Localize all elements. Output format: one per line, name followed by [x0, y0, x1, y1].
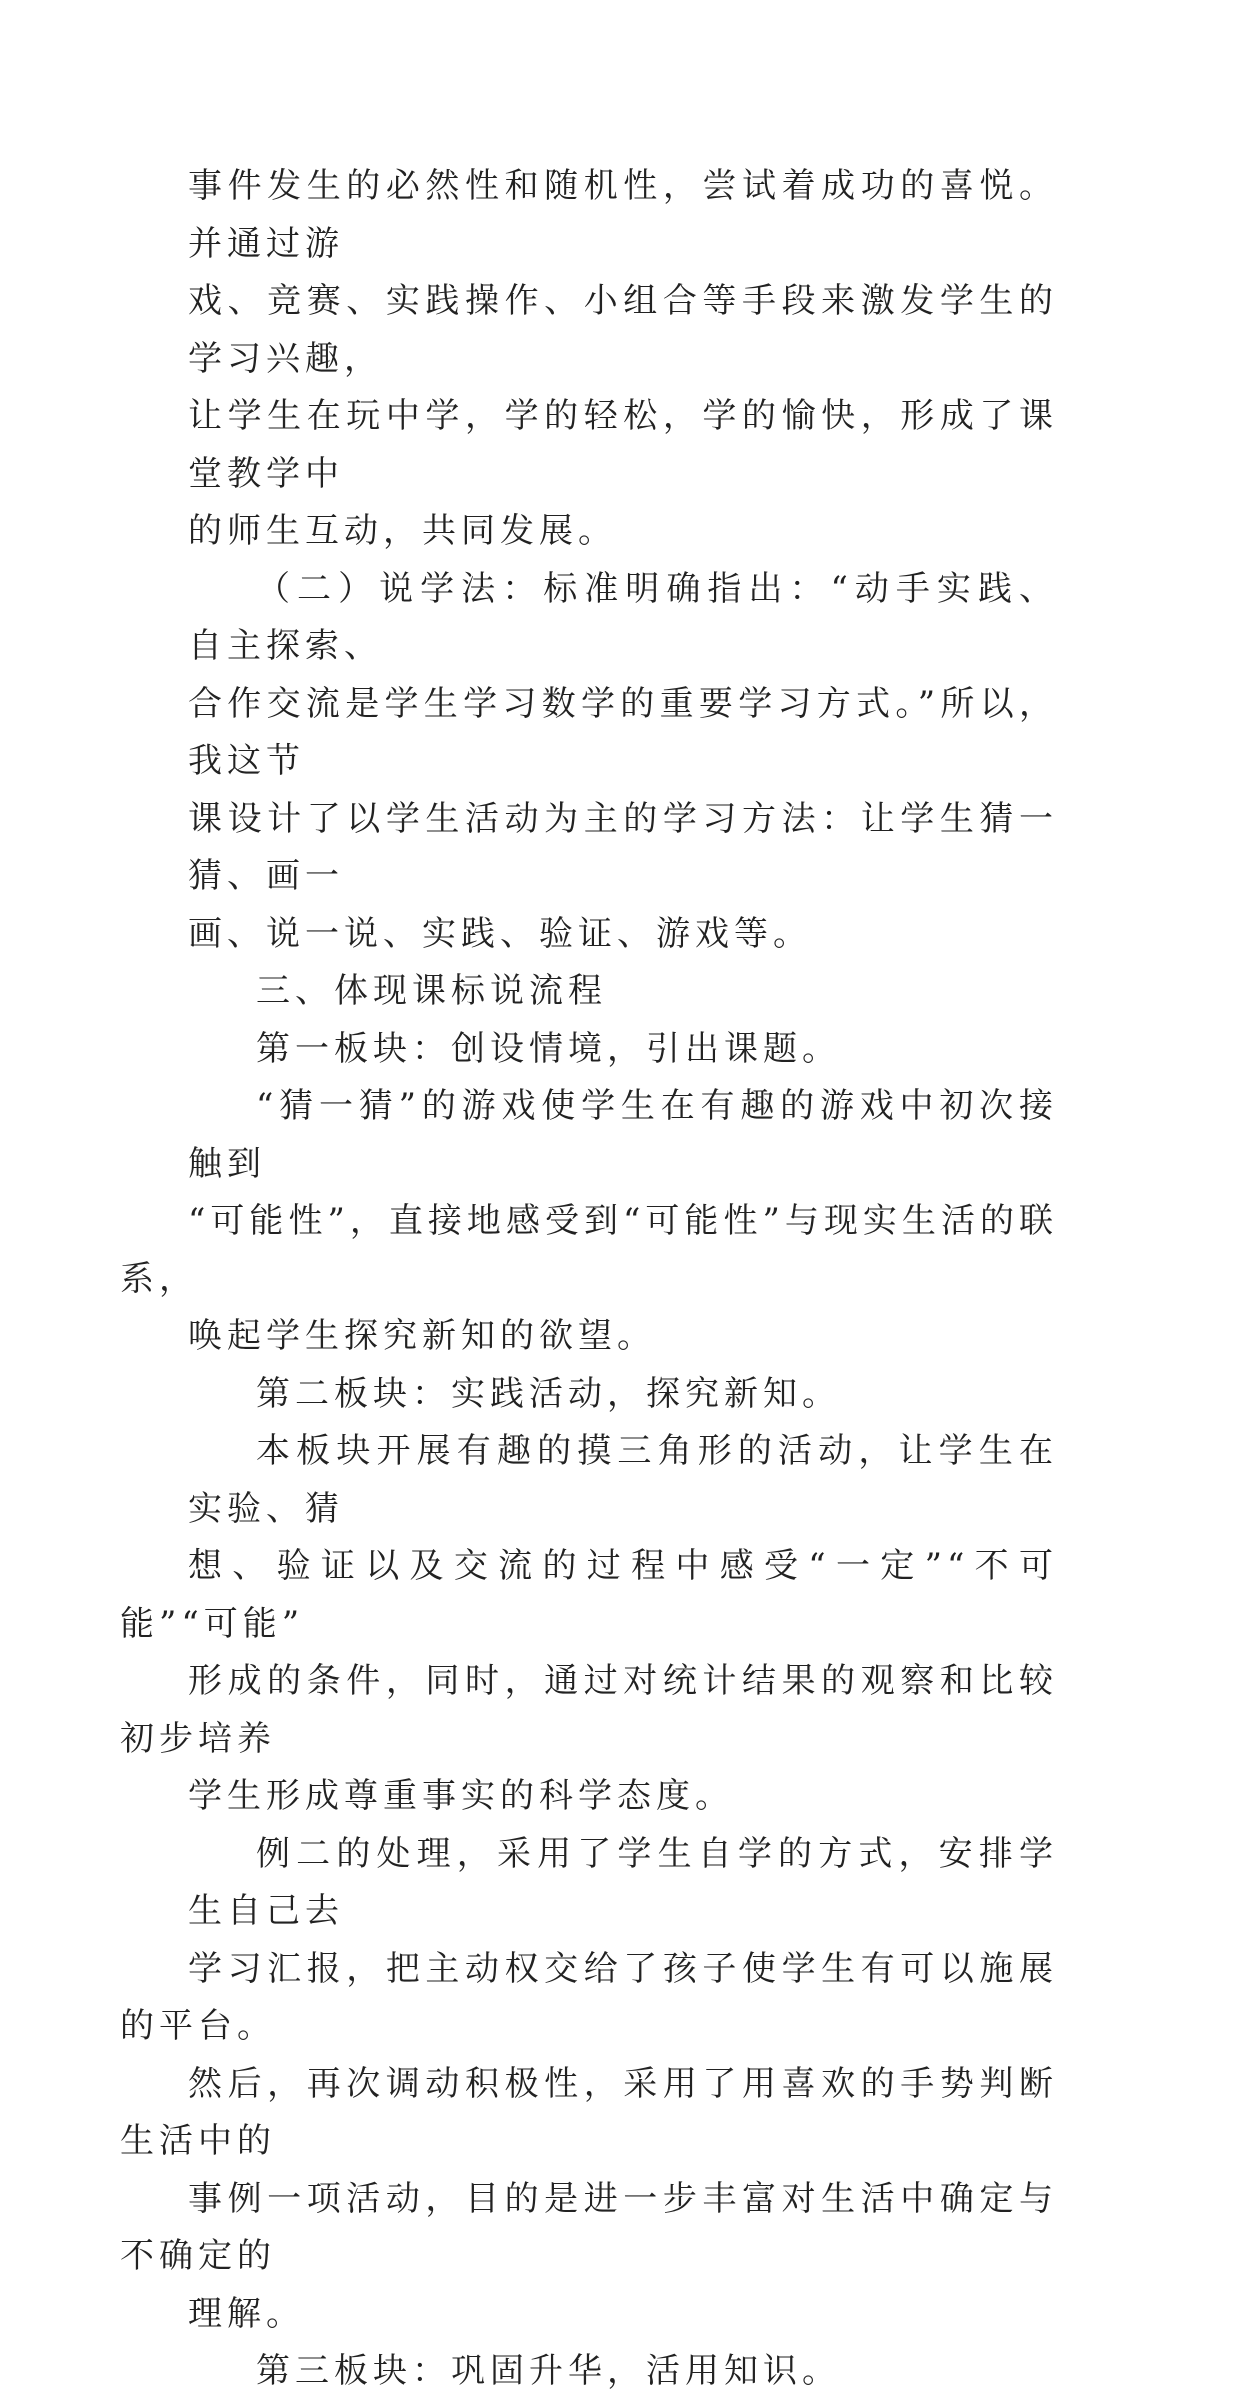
text-line: 形成的条件，同时，通过对统计结果的观察和比较初步培养	[120, 1661, 1058, 1759]
text-line: 合作交流是学生学习数学的重要学习方式。”所以，我这节	[188, 683, 1058, 781]
text-line: 第三板块：巩固升华，活用知识。	[256, 2351, 841, 2391]
text-line: （二）说学法：标准明确指出：“动手实践、自主探索、	[188, 568, 1058, 666]
text-line: 学习汇报，把主动权交给了孩子使学生有可以施展的平台。	[120, 1948, 1058, 2046]
text-line: 的师生互动，共同发展。	[188, 511, 617, 551]
paragraph-block-2	[120, 1423, 1058, 1826]
paragraph-example-two	[120, 1826, 1058, 2344]
text-line: 戏、竞赛、实践操作、小组合等手段来激发学生的学习兴趣，	[188, 281, 1058, 379]
block-heading-1	[188, 1021, 1058, 1079]
text-line: 事件发生的必然性和随机性，尝试着成功的喜悦。并通过游	[188, 166, 1058, 264]
text-line: 本板块开展有趣的摸三角形的活动，让学生在实验、猜	[188, 1431, 1058, 1529]
text-line: 第一板块：创设情境，引出课题。	[256, 1028, 841, 1069]
text-line: 例二的处理，采用了学生自学的方式，安排学生自己去	[188, 1833, 1058, 1931]
text-line: 想、验证以及交流的过程中感受“一定”“不可能”“可能”	[120, 1546, 1058, 1644]
paragraph-block-1	[120, 1078, 1058, 1366]
text-line: 事例一项活动，目的是进一步丰富对生活中确定与不确定的	[120, 2178, 1058, 2276]
text-line: “可能性”，直接地感受到“可能性”与现实生活的联系，	[120, 1201, 1058, 1299]
block-heading-3	[188, 2343, 1058, 2401]
text-line: 三、体现课标说流程	[256, 971, 607, 1011]
document-body	[120, 158, 1058, 2401]
text-line: 唤起学生探究新知的欲望。	[188, 1316, 656, 1356]
text-line: 画、说一说、实践、验证、游戏等。	[188, 913, 812, 954]
text-line: 学生形成尊重事实的科学态度。	[188, 1776, 734, 1816]
text-line: “猜一猜”的游戏使学生在有趣的游戏中初次接触到	[188, 1086, 1058, 1184]
text-line: 理解。	[188, 2293, 305, 2334]
section-heading-process	[188, 963, 1058, 1021]
block-heading-2	[188, 1366, 1058, 1424]
paragraph-study-method	[188, 561, 1058, 964]
text-line: 第二板块：实践活动，探究新知。	[256, 1373, 841, 1414]
paragraph-intro-continuation	[188, 158, 1058, 561]
text-line: 课设计了以学生活动为主的学习方法：让学生猜一猜、画一	[188, 798, 1058, 896]
text-line: 让学生在玩中学，学的轻松，学的愉快，形成了课堂教学中	[188, 396, 1058, 494]
text-line: 然后，再次调动积极性，采用了用喜欢的手势判断生活中的	[120, 2063, 1058, 2161]
